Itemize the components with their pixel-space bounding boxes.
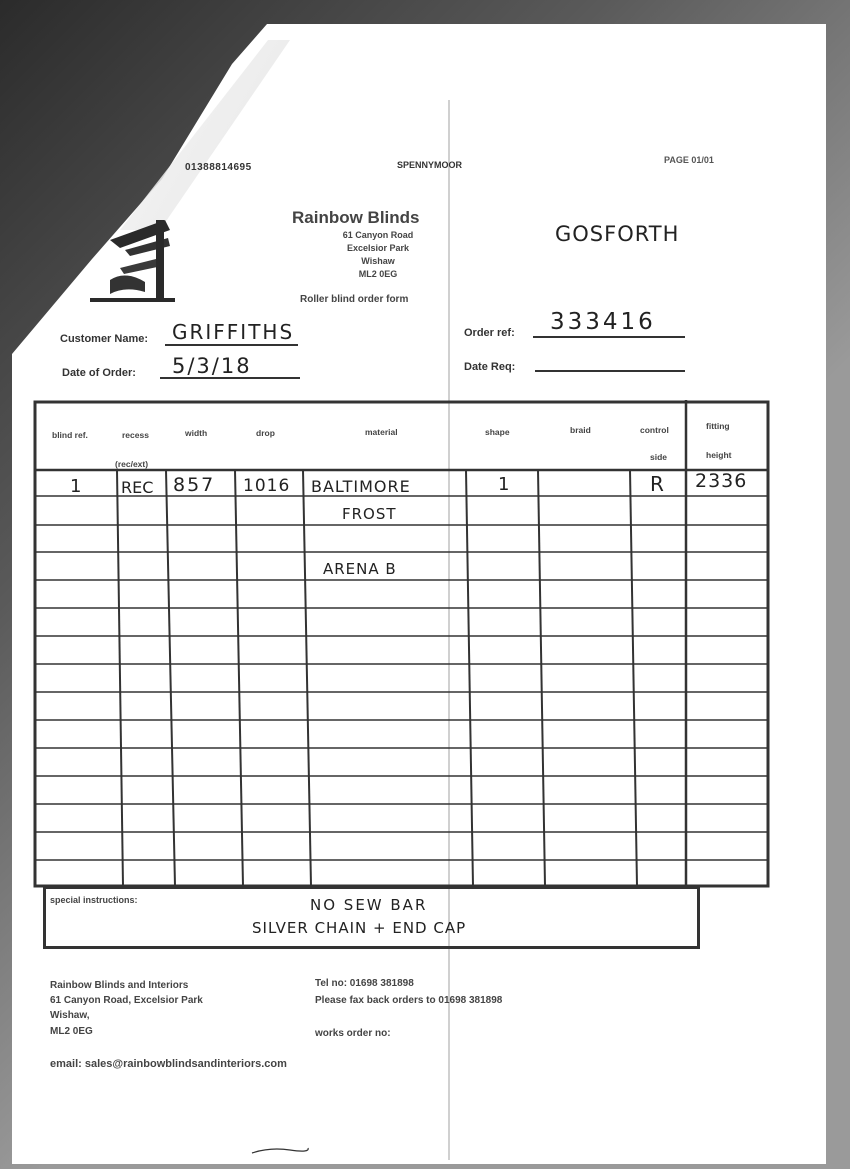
table-cell-width[interactable]: 857 <box>173 474 216 496</box>
handwritten-location: GOSFORTH <box>555 222 680 246</box>
column-subheader-recess: (rec/ext) <box>115 459 149 469</box>
pen-mark <box>250 1145 310 1155</box>
order-ref-underline <box>533 336 685 338</box>
column-header-drop: drop <box>256 428 275 438</box>
special-instructions-line[interactable]: NO SEW BAR <box>310 896 428 914</box>
special-instructions-line[interactable]: SILVER CHAIN + END CAP <box>252 919 467 937</box>
fax-number: 01388814695 <box>185 162 252 173</box>
footer-company-name: Rainbow Blinds and Interiors <box>50 980 189 991</box>
table-cell-shape[interactable]: 1 <box>498 474 510 495</box>
order-ref-field[interactable]: 333416 <box>550 309 656 335</box>
column-header-material: material <box>365 427 398 437</box>
footer-address-line: ML2 0EG <box>50 1026 93 1037</box>
footer-fax-back: Please fax back orders to 01698 381898 <box>315 995 503 1006</box>
table-cell-material-line4[interactable]: ARENA B <box>323 560 397 578</box>
customer-name-underline <box>165 344 298 346</box>
company-address-line: Excelsior Park <box>346 243 410 253</box>
column-header-shape: shape <box>485 427 510 437</box>
footer-telephone: Tel no: 01698 381898 <box>315 978 414 989</box>
table-cell-drop[interactable]: 1016 <box>243 476 291 496</box>
column-header-braid: braid <box>570 425 591 435</box>
company-name: Rainbow Blinds <box>292 208 420 227</box>
column-header-control: control <box>640 425 669 435</box>
table-cell-material-line2[interactable]: FROST <box>342 505 397 523</box>
page-label: PAGE 01/01 <box>664 155 714 165</box>
order-date-label: Date of Order: <box>62 367 136 379</box>
company-address-line: Wishaw <box>361 256 395 266</box>
company-address-line: ML2 0EG <box>358 269 398 279</box>
customer-name-label: Customer Name: <box>60 333 149 345</box>
order-date-field[interactable]: 5/3/18 <box>172 354 252 378</box>
date-required-underline <box>535 370 685 372</box>
footer-address-line: 61 Canyon Road, Excelsior Park <box>50 995 203 1006</box>
table-cell-material[interactable]: BALTIMORE <box>311 477 411 496</box>
footer-works-order: works order no: <box>315 1028 391 1039</box>
column-header-recess: recess <box>122 430 149 440</box>
table-cell-recess[interactable]: REC <box>121 478 154 497</box>
customer-name-field[interactable]: GRIFFITHS <box>172 320 295 344</box>
table-cell-fitting-height[interactable]: 2336 <box>695 470 748 492</box>
date-required-label: Date Req: <box>464 361 516 373</box>
column-header-fitting: fitting <box>706 421 730 431</box>
column-header-blind-ref: blind ref. <box>52 430 88 440</box>
column-header-width: width <box>185 428 208 438</box>
column-subheader-control: side <box>650 452 668 462</box>
footer-email[interactable]: email: sales@rainbowblindsandinteriors.com <box>50 1058 287 1070</box>
company-address-line: 61 Canyon Road <box>342 230 414 240</box>
rainbow-logo-icon <box>90 210 180 310</box>
special-instructions-label: special instructions: <box>50 895 138 905</box>
column-subheader-fitting: height <box>706 450 732 460</box>
order-ref-label: Order ref: <box>464 327 515 339</box>
table-cell-control-side[interactable]: R <box>650 472 664 496</box>
footer-address-line: Wishaw, <box>50 1010 90 1021</box>
form-title: Roller blind order form <box>300 294 409 305</box>
table-cell-blind-ref[interactable]: 1 <box>70 476 82 497</box>
order-date-underline <box>160 377 300 379</box>
fax-location: SPENNYMOOR <box>397 160 463 170</box>
